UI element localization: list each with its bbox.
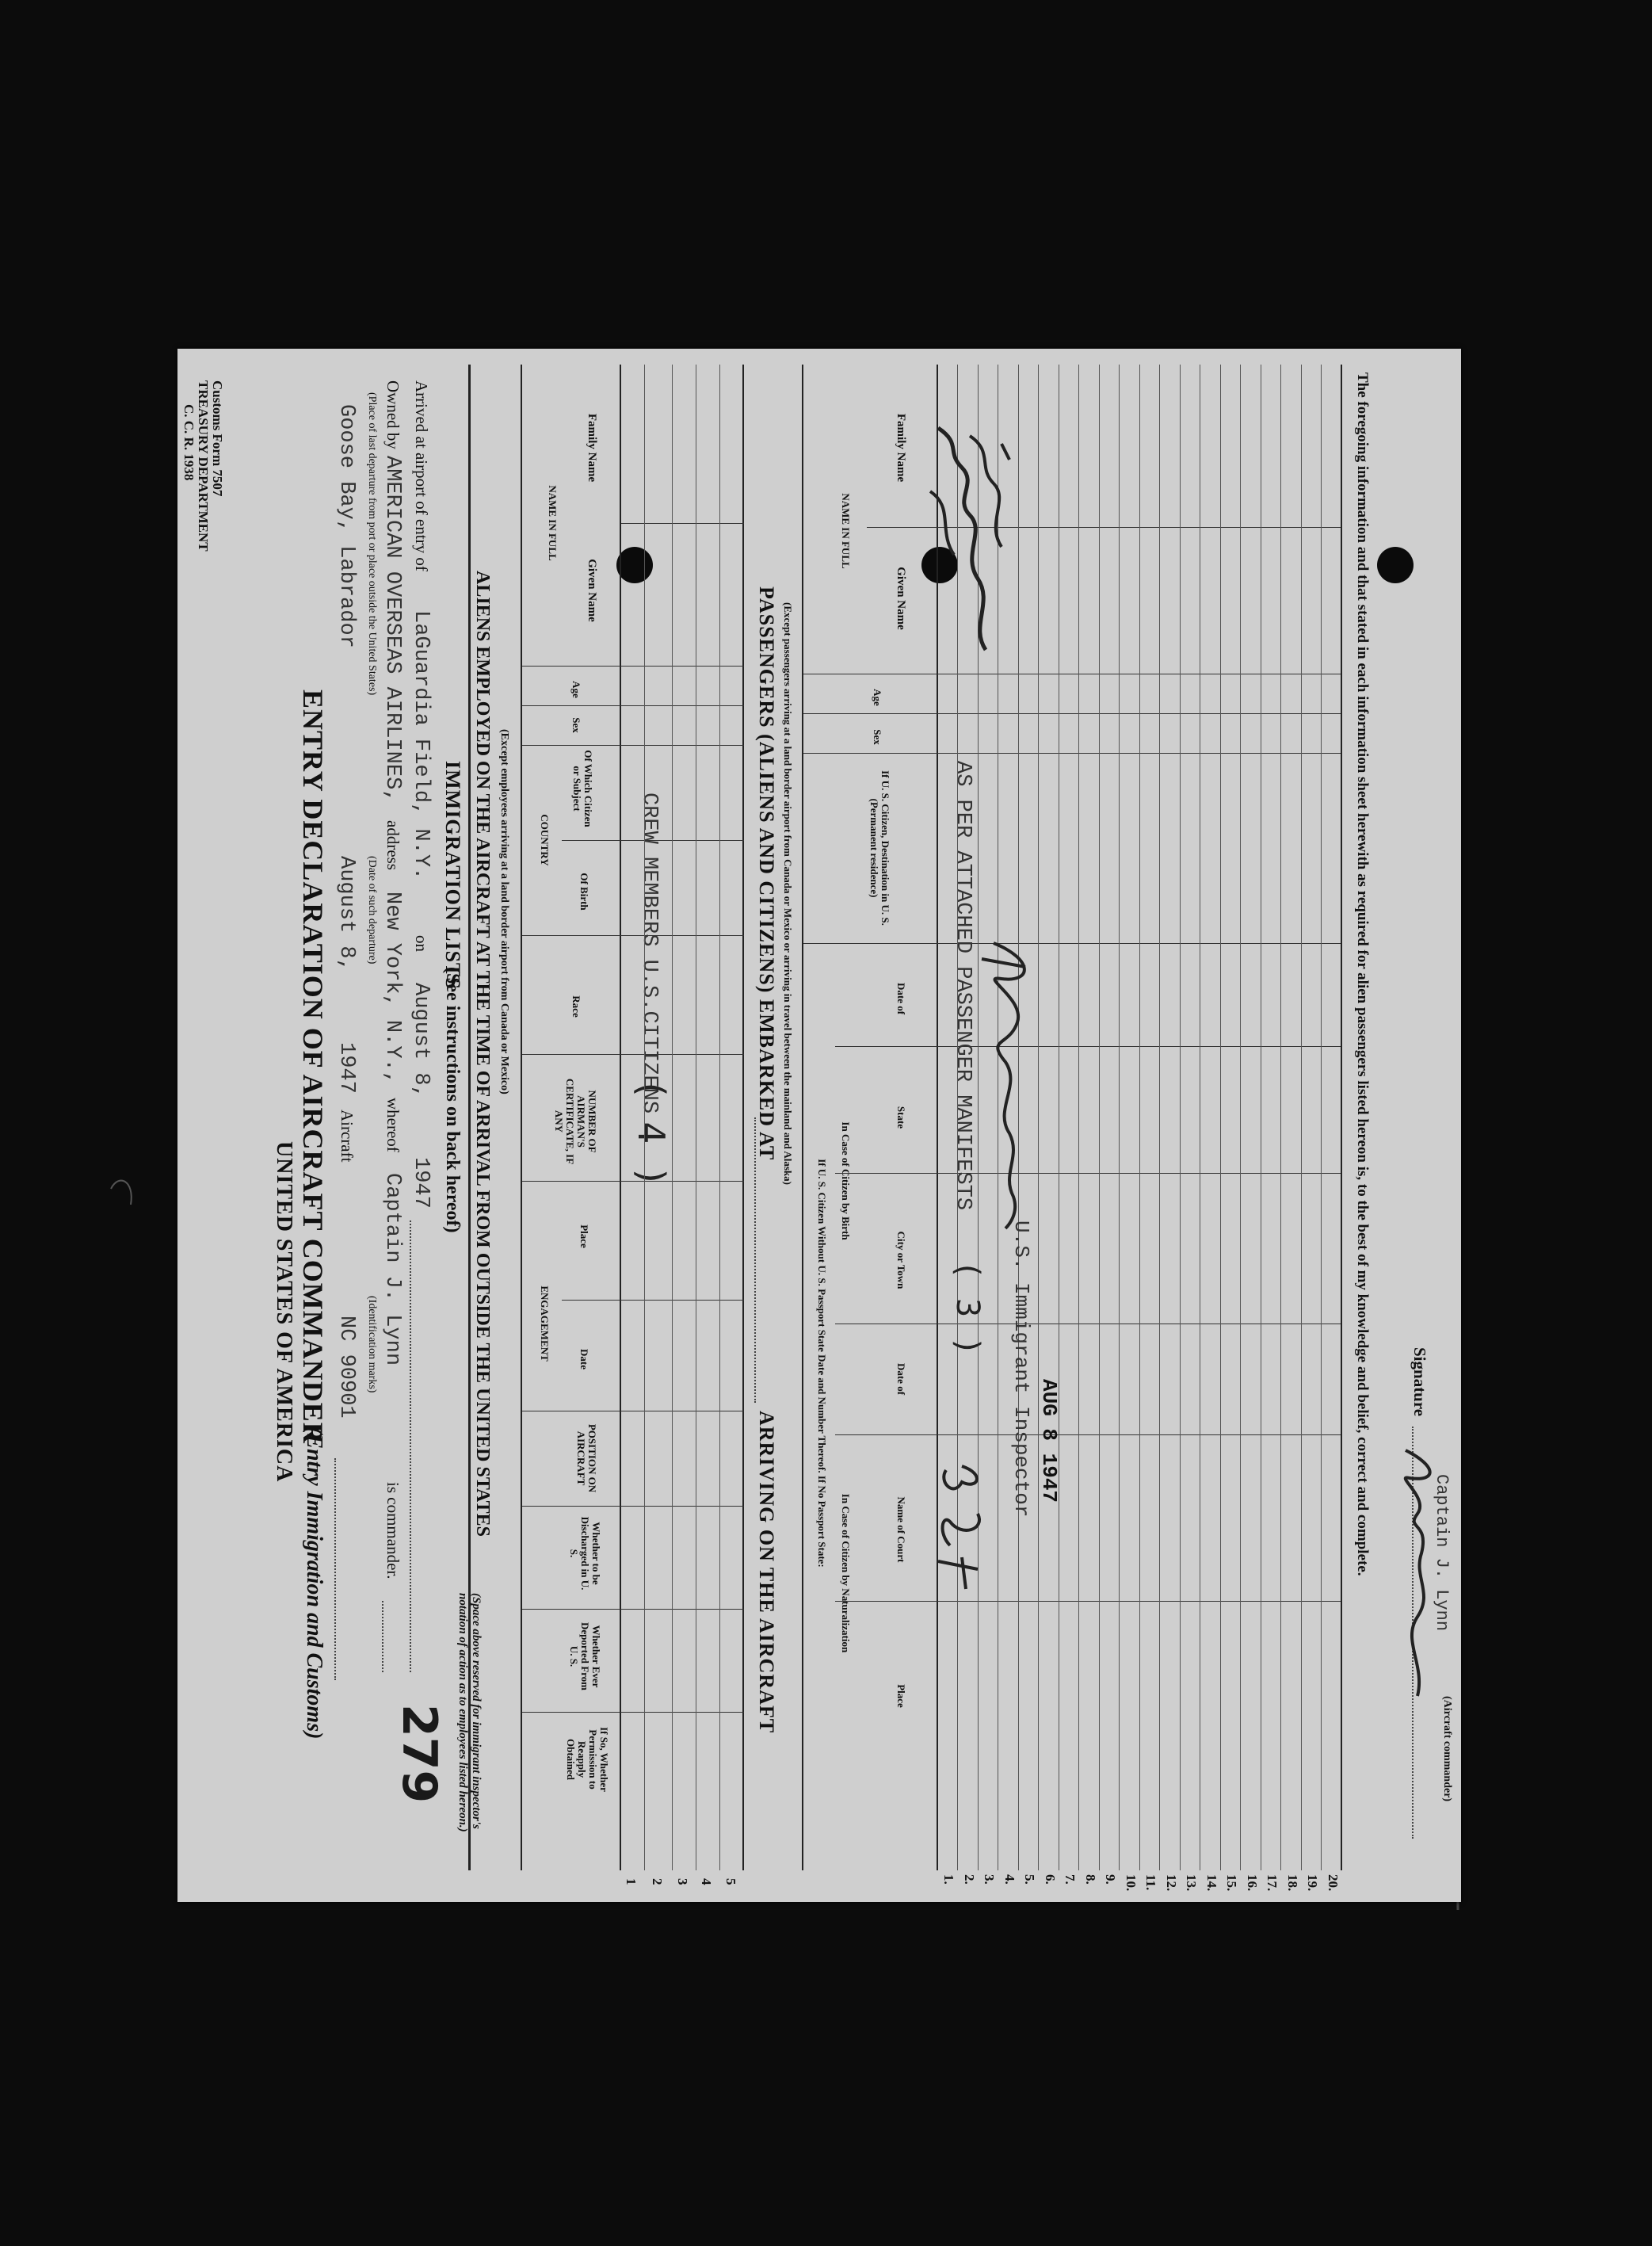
aliens-certificate: NUMBER OF AIRMAN'S CERTIFICATE, IF ANY (553, 1078, 598, 1165)
form-content (177, 349, 1461, 1902)
aliens-country: COUNTRY (539, 814, 551, 866)
passenger-row-number: 9. (1103, 1874, 1119, 1885)
arrival-date-value: August 8, (409, 983, 433, 1098)
crew-row-number: 1 (624, 1878, 639, 1885)
owned-by-label: Owned by (383, 380, 403, 449)
aliens-col-divider (562, 840, 744, 841)
handwritten-left-note (922, 420, 1017, 658)
title-sub: (Entry Immigration and Customs) (302, 1427, 326, 1740)
passenger-row-number: 11. (1143, 1874, 1159, 1891)
passenger-row-number: 7. (1063, 1874, 1078, 1885)
aliens-date: Date (578, 1349, 590, 1369)
passenger-row-number: 20. (1326, 1874, 1341, 1892)
passenger-row-number: 2. (962, 1874, 977, 1885)
passengers-table-top (802, 365, 803, 1870)
airport-value: LaGuardia Field, N.Y. (409, 610, 433, 880)
aliens-col-divider (522, 1506, 744, 1507)
passengers-court: Name of Court (895, 1496, 907, 1563)
aliens-col-divider (522, 1054, 744, 1055)
on-label: on (412, 935, 431, 952)
aliens-col-divider (522, 1181, 744, 1182)
aliens-reapply: If So, Whether Permission to Reapply Obtained (565, 1727, 610, 1792)
aliens-col-divider (621, 523, 744, 524)
aliens-col-divider (522, 935, 744, 936)
address-value: New York, N.Y., (380, 892, 404, 1085)
customs-form-number: Customs Form 7507 (210, 380, 225, 497)
passengers-by-birth: In Case of Citizen by Birth (840, 1121, 852, 1240)
last-departure-value: Goose Bay, Labrador (334, 404, 358, 648)
aliens-table-top (521, 365, 522, 1870)
address-label: address (383, 820, 403, 870)
passengers-sex: Sex (872, 729, 883, 745)
passenger-row-number: 13. (1184, 1874, 1200, 1892)
passenger-row-number: 15. (1224, 1874, 1240, 1892)
title-country: UNITED STATES OF AMERICA (272, 1141, 296, 1483)
passengers-place: Place (895, 1684, 907, 1708)
passengers-age: Age (872, 689, 883, 706)
passenger-row-number: 5. (1022, 1874, 1038, 1885)
punch-hole (1377, 547, 1414, 583)
aliens-col-divider (522, 1609, 744, 1610)
passenger-row-rule (1301, 365, 1302, 1870)
passenger-row-number: 19. (1305, 1874, 1321, 1892)
arrival-line (410, 1220, 411, 1672)
aliens-sex: Sex (570, 717, 582, 733)
aliens-position: POSITION ON AIRCRAFT (575, 1423, 598, 1493)
passenger-row-number: 8. (1083, 1874, 1098, 1885)
passenger-row-number: 4. (1002, 1874, 1017, 1885)
immigration-heading-note: (See instructions on back hereof) (442, 967, 463, 1233)
passenger-row-rule (1139, 365, 1140, 1870)
aliens-citizen-subject: Of Which Citizen or Subject (571, 750, 594, 827)
passenger-row-number: 14. (1204, 1874, 1219, 1892)
passengers-col-divider (835, 1173, 1342, 1174)
aliens-col-divider (522, 745, 744, 746)
signature-label: Signature (1410, 1347, 1429, 1417)
handwritten-tally (930, 1458, 994, 1617)
passenger-row-number: 3. (982, 1874, 998, 1885)
passengers-destination: If U. S. Citizen, Destination in U. S. (Permanent residence) (868, 770, 891, 926)
passenger-row-rule (1160, 365, 1161, 1870)
aliens-engagement: ENGAGEMENT (539, 1285, 551, 1362)
passenger-row-rule (1281, 365, 1282, 1870)
passengers-state: State (895, 1106, 907, 1129)
passengers-family-name: Family Name (895, 413, 907, 483)
crew-entry: CREW MEMBERS U.S.CITIZENS (637, 793, 661, 1114)
passenger-row-number: 17. (1265, 1874, 1280, 1892)
passenger-row-rule (1180, 365, 1181, 1870)
passengers-given-name: Given Name (895, 567, 907, 630)
passengers-table-bottom (1341, 365, 1342, 1870)
typed-signer: Captain J. Lynn (1432, 1474, 1452, 1632)
passengers-col-divider (803, 943, 1342, 944)
certification-statement: The foregoing information and that stated in each information sheet herewith as required for alien passengers listed hereon is, to the best of my knowledge and belief, correct and complete. (1354, 372, 1371, 1576)
immigration-heading: IMMIGRATION LISTS (441, 761, 464, 990)
crew-row-number: 4 (699, 1878, 714, 1885)
document-number: 279 (391, 1704, 447, 1804)
crew-row-rule (644, 365, 645, 1870)
crew-row-rule (719, 365, 720, 1870)
passenger-row-rule (1099, 365, 1100, 1870)
passenger-row-number: 1. (941, 1874, 957, 1885)
signature-caption: (Aircraft commander) (1441, 1696, 1453, 1802)
aliens-place: Place (578, 1224, 590, 1248)
passenger-row-rule (1079, 365, 1080, 1870)
departure-date-value: August 8, (334, 856, 358, 972)
departure-year: 1947 (334, 1042, 358, 1094)
passenger-row-rule (1220, 365, 1221, 1870)
crew-count: ( 4 ) (630, 1078, 673, 1188)
aliens-race: Race (570, 995, 582, 1018)
aliens-name-in-full: NAME IN FULL (547, 485, 559, 561)
aircraft-id-caption: (Identification marks) (366, 1296, 378, 1393)
authority: C. C. R. 1938 (181, 404, 196, 481)
title-main: ENTRY DECLARATION OF AIRCRAFT COMMANDER (297, 689, 329, 1444)
owner-value: AMERICAN OVERSEAS AIRLINES, (380, 456, 404, 803)
aliens-deported: Whether Ever Deported From U. S. (568, 1621, 602, 1691)
passengers-subnote: (Except passengers arriving at a land border airport from Canada or Mexico or arriving in travel between the mainland and Alaska) (782, 602, 794, 1185)
aliens-col-divider (522, 705, 744, 706)
entry-declaration-form (177, 349, 1461, 1902)
aliens-family-name: Family Name (586, 413, 598, 483)
passengers-citizen-without-passport: If U. S. Citizen Without U. S. Passport State Date and Number Thereof. If No Passport State: (816, 1159, 828, 1568)
punch-hole (616, 547, 653, 583)
passenger-row-number: 18. (1285, 1874, 1300, 1892)
aircraft-line (334, 1458, 336, 1680)
aliens-given-name: Given Name (586, 559, 598, 622)
aliens-discharged: Whether to be Discharged in U. S. (568, 1516, 602, 1591)
passenger-row-number: 10. (1124, 1874, 1139, 1892)
owner-line (382, 1601, 383, 1672)
embarked-line (754, 1117, 756, 1403)
arrival-year: 1947 (409, 1157, 433, 1209)
whereof-label: whereof (383, 1098, 403, 1152)
passenger-row-rule (1241, 365, 1242, 1870)
crew-row-number: 3 (675, 1878, 690, 1885)
passenger-row-number: 16. (1245, 1874, 1260, 1892)
departure-date-caption: (Date of such departure) (366, 856, 378, 964)
passengers-col-divider (803, 713, 1342, 714)
passengers-col-divider (835, 1046, 1342, 1047)
passengers-col-divider (803, 753, 1342, 754)
aliens-age: Age (570, 681, 582, 698)
passenger-row-number: 6. (1043, 1874, 1058, 1885)
passengers-col-divider (835, 1434, 1342, 1435)
aliens-col-divider (562, 1300, 744, 1301)
commander-value: Captain J. Lynn (380, 1173, 404, 1366)
passengers-heading: PASSENGERS (ALIENS AND CITIZENS) EMBARKED AT (755, 586, 778, 1161)
aircraft-id-value: NC 90901 (334, 1316, 358, 1419)
passenger-row-rule (1200, 365, 1201, 1870)
aliens-subnote: (Except employees arriving at a land border airport from Canada or Mexico) (498, 729, 510, 1094)
aliens-col-divider (522, 666, 744, 667)
passengers-name-in-full: NAME IN FULL (840, 493, 852, 569)
passengers-date-of-2: Date of (895, 1362, 907, 1396)
passengers-date-of: Date of (895, 982, 907, 1015)
aliens-heading: ALIENS EMPLOYED ON THE AIRCRAFT AT THE TIME OF ARRIVAL FROM OUTSIDE THE UNITED STATES (472, 571, 493, 1537)
passenger-manifest-entry: AS PER ATTACHED PASSENGER MANIFESTS (951, 761, 975, 1211)
passengers-col-divider (835, 1601, 1342, 1602)
aircraft-label: Aircraft (338, 1110, 357, 1163)
aliens-table-bottom (742, 365, 744, 1870)
arrived-label: Arrived at airport of entry of (412, 380, 431, 571)
aliens-col-divider (522, 1712, 744, 1713)
passenger-row-number: 12. (1164, 1874, 1179, 1892)
passengers-by-naturalization: In Case of Citizen by Naturalization (840, 1493, 852, 1653)
inspector-signature (970, 935, 1049, 1236)
passenger-manifest-count: ( 3 ) (949, 1260, 986, 1356)
crew-row-number: 2 (650, 1878, 665, 1885)
inspector-note: (Space above reserved for immigrant inspector's notation of action as to employees listed hereon.) (456, 1593, 483, 1832)
passengers-heading-right: ARRIVING ON THE AIRCRAFT (755, 1411, 778, 1734)
aliens-of-birth: Of Birth (578, 873, 590, 911)
commander-suffix: is commander. (383, 1482, 403, 1579)
inspector-stamp-date: AUG 8 1947 (1037, 1379, 1061, 1503)
aliens-header-bottom (620, 365, 621, 1870)
crew-row-number: 5 (723, 1878, 738, 1885)
department: TREASURY DEPARTMENT (196, 380, 211, 552)
passengers-city: City or Town (895, 1231, 907, 1289)
crew-row-rule (672, 365, 673, 1870)
inspector-stamp-title: U.S. Immigrant Inspector (1009, 1220, 1033, 1518)
last-departure-caption: (Place of last departure from port or place outside the United States) (366, 392, 378, 696)
